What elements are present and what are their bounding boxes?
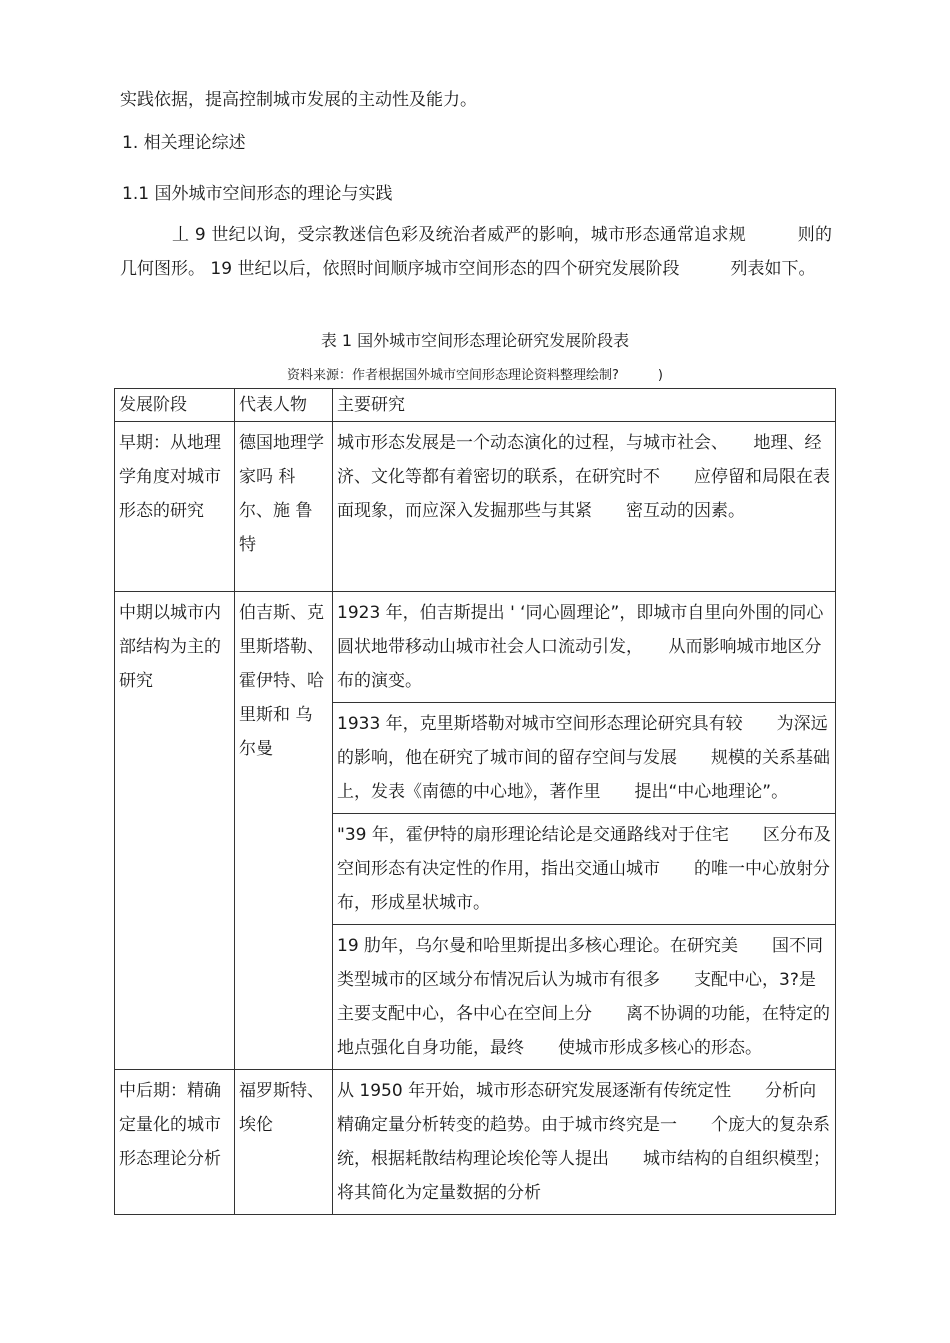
table-row	[115, 1070, 836, 1215]
people-cell: 德国地理学家吗 科尔、施 鲁特	[235, 422, 333, 592]
table-header-row	[115, 389, 836, 422]
people-cell: 福罗斯特、埃伦	[235, 1070, 333, 1215]
people-cell: 伯吉斯、克里斯塔勒、 霍伊特、哈里斯和 乌尔曼	[235, 592, 333, 1070]
header-stage: 发展阶段	[115, 389, 235, 422]
table-source: 资料来源：作者根据国外城市空间形态理论资料整理绘制? )	[287, 368, 663, 383]
stage-cell: 中期以城市内部结构为主的研究	[115, 592, 235, 1070]
intro-line: 实践依据，提高控制城市发展的主动性及能力。	[120, 90, 477, 110]
table-row	[115, 422, 836, 592]
research-cell: 从 1950 年开始，城市形态研究发展逐渐有传统定性 分析向精确定量分析转变的趋势。由于城市终究是一 个庞大的复杂系统，根据耗散结构理论埃伦等人提出 城市结构的自组织模型；将其简化为定量数据的分析	[333, 1070, 836, 1215]
stages-table	[114, 388, 836, 1215]
research-cell: 19 肋年，乌尔曼和哈里斯提出多核心理论。在研究美 国不同类型城市的区域分布情况后认为城市有很多 支配中心，3?是主要支配中心，各中心在空间上分 离不协调的功能，在特定的地点强化自身功能，最终 使城市形成多核心的形态。	[333, 925, 836, 1070]
header-people: 代表人物	[235, 389, 333, 422]
table-caption: 表 1 国外城市空间形态理论研究发展阶段表	[320, 331, 630, 350]
research-cell: "39 年，霍伊特的扇形理论结论是交通路线对于住宅 区分布及空间形态有决定性的作用，指出交通山城市 的唯一中心放射分布，形成星状城市。	[333, 814, 836, 925]
stage-cell: 早期：从地理学角度对城市形态的研究	[115, 422, 235, 592]
research-cell: 1923 年，伯吉斯提出 ' ‘同心圆理论”，即城市自里向外围的同心圆状地带移动山城市社会人口流动引发， 从而影响城市地区分布的演变。	[333, 592, 836, 703]
section-heading: 1. 相关理论综述	[122, 133, 246, 153]
header-research: 主要研究	[333, 389, 836, 422]
research-cell: 1933 年，克里斯塔勒对城市空间形态理论研究具有较 为深远的影响，他在研究了城市间的留存空间与发展 规模的关系基础上，发表《南德的中心地》，著作里 提出“中心地理论”。	[333, 703, 836, 814]
stage-cell: 中后期：精确定量化的城市形态理论分析	[115, 1070, 235, 1215]
intro-paragraph: 丄 9 世纪以询，受宗教迷信色彩及统治者威严的影响，城市形态通常追求规 则的几何图形。 19 世纪以后，依照时间顺序城市空间形态的四个研究发展阶段 列表如下。	[120, 225, 832, 279]
research-cell: 城市形态发展是一个动态演化的过程，与城市社会、 地理、经济、文化等都有着密切的联系，在研究时不 应停留和局限在表面现象，而应深入发掘那些与其紧 密互动的因素。	[333, 422, 836, 592]
table-row	[115, 592, 836, 703]
subsection-heading: 1.1 国外城市空间形态的理论与实践	[122, 184, 393, 204]
